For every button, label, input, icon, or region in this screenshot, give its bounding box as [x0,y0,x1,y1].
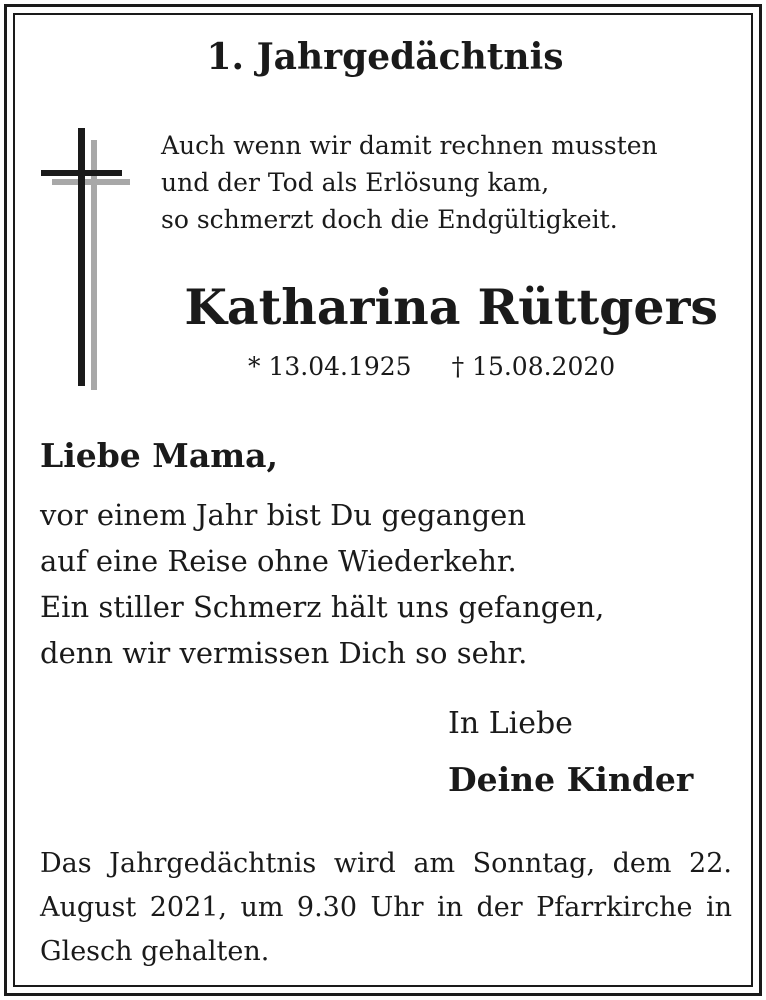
quote-line: so schmerzt doch die Endgültigkeit. [161,205,618,234]
cross-icon [38,126,134,392]
quote-line: und der Tod als Erlösung kam, [161,168,550,197]
birth-date: * 13.04.1925 [248,352,412,381]
page-title: 1. Jahrgedächtnis [206,36,564,78]
life-dates [248,352,615,381]
poem-line: auf eine Reise ohne Wiederkehr. [40,544,517,578]
closing-line: In Liebe [448,706,573,741]
poem-line: vor einem Jahr bist Du gegangen [40,498,526,532]
poem-line: Ein stiller Schmerz hält uns gefangen, [40,590,605,624]
deceased-name: Katharina Rüttgers [184,278,718,336]
quote-text [161,127,658,238]
poem [40,492,604,676]
greeting: Liebe Mama, [40,436,278,475]
quote-line: Auch wenn wir damit rechnen mussten [161,131,658,160]
death-date: † 15.08.2020 [451,352,616,381]
signature: Deine Kinder [448,760,694,799]
memorial-notice: Das Jahrgedächtnis wird am Sonntag, dem 22. August 2021, um 9.30 Uhr in der Pfarrkirche in Glesch gehalten. [40,848,732,967]
poem-line: denn wir vermissen Dich so sehr. [40,636,528,670]
